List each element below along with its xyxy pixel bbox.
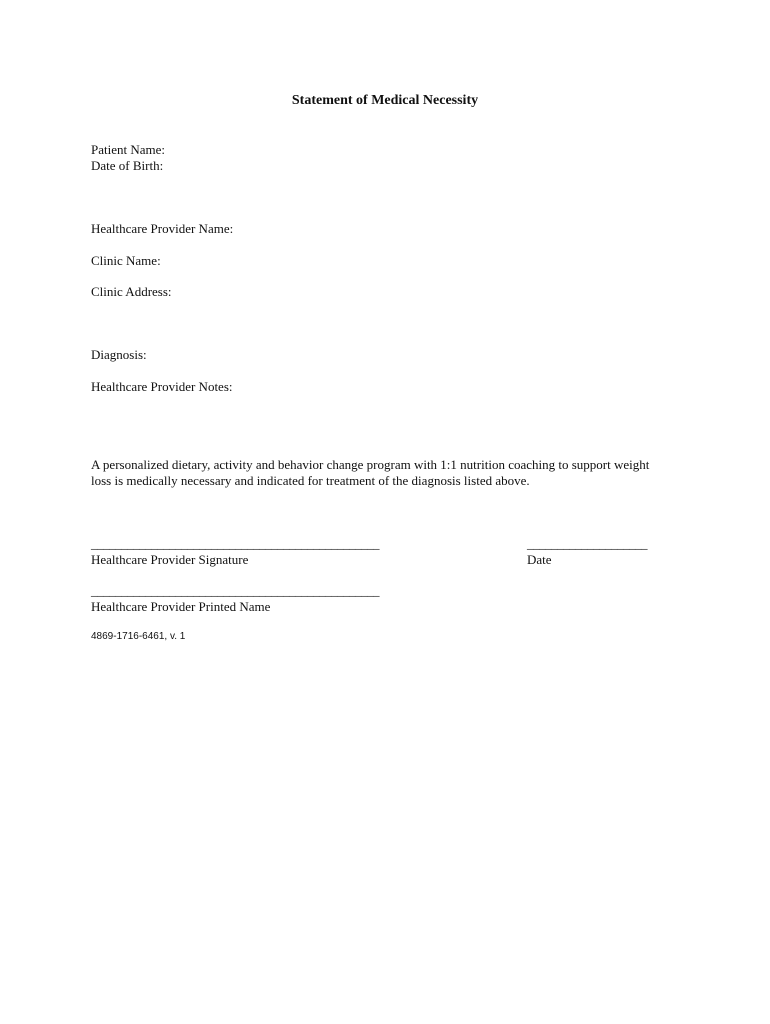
clinic-name-label: Clinic Name: [91, 253, 161, 268]
diagnosis-label: Diagnosis: [91, 347, 147, 362]
date-label: Date [527, 552, 552, 567]
provider-name-label: Healthcare Provider Name: [91, 221, 234, 236]
printed-name-label: Healthcare Provider Printed Name [91, 599, 271, 614]
medical-necessity-statement: A personalized dietary, activity and behavior change program with 1:1 nutrition coaching to support weight loss is medically necessary and indicated for treatment of the diagnosis listed above. [91, 457, 650, 488]
date-line: ____________________ [527, 536, 647, 551]
provider-notes-label: Healthcare Provider Notes: [91, 379, 233, 394]
patient-name-label: Patient Name: [91, 142, 166, 157]
date-of-birth-label: Date of Birth: [91, 158, 164, 173]
document-title: Statement of Medical Necessity [291, 93, 479, 108]
document-id: 4869-1716-6461, v. 1 [91, 631, 186, 642]
signature-label: Healthcare Provider Signature [91, 552, 249, 567]
signature-line: ________________________________________________ [91, 536, 379, 551]
printed-name-line: ________________________________________________ [91, 583, 379, 598]
clinic-address-label: Clinic Address: [91, 284, 172, 299]
